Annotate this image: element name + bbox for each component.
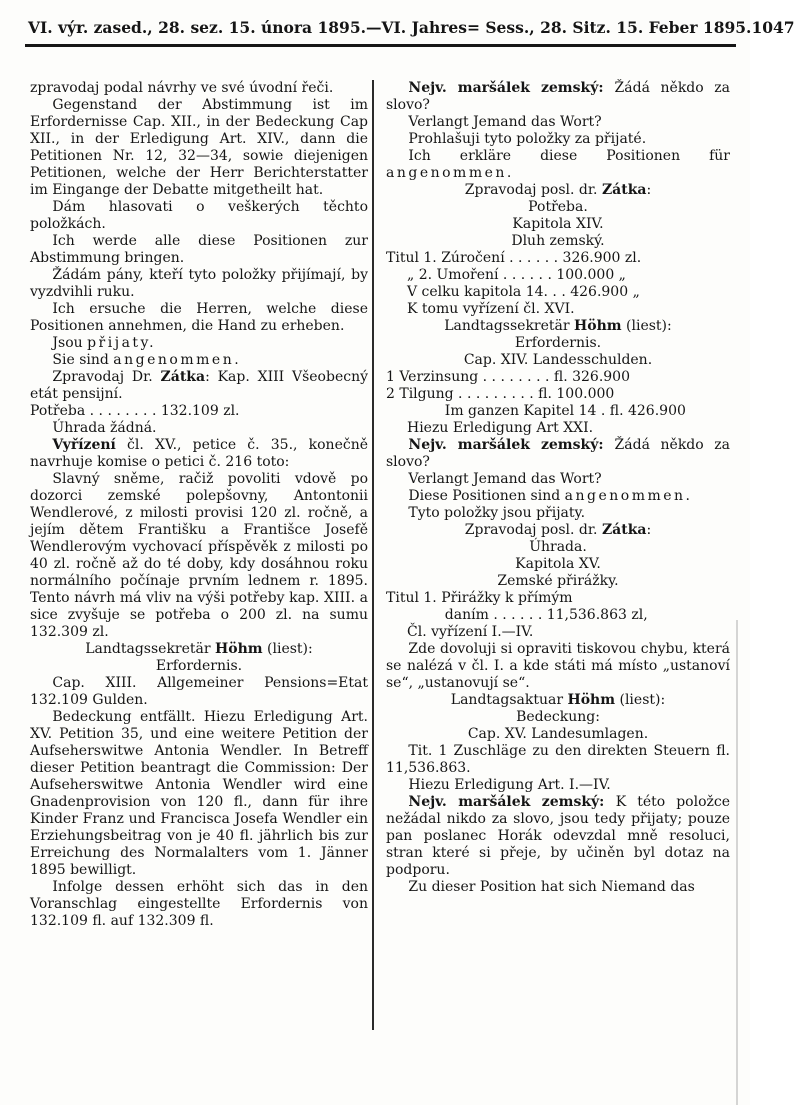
german-paragraph bbox=[386, 743, 730, 777]
text-run: Landtagssekretär bbox=[85, 641, 216, 657]
section-heading bbox=[386, 709, 730, 726]
section-heading bbox=[386, 539, 730, 556]
text-run: Jsou bbox=[52, 335, 88, 351]
text-run: Landtagssekretär bbox=[444, 318, 575, 334]
emphasis-text: Zátka bbox=[601, 522, 647, 538]
emphasis-text: Nejv. maršálek zemský: bbox=[408, 80, 615, 96]
emphasis-text: Höhm bbox=[567, 692, 616, 708]
header-rule bbox=[25, 44, 736, 47]
text-run: Slavný sněme, račiž povoliti vdově po dozorci zemské polepšovny, Antontonii Wendlerové, z milosti provisi 120 zl. ročně, a jejím dětem Františku a Františce Josefě Wendlerovým vychovací příspěvěk z milosti po 40 zl. ročně až do té doby, kdy dosáhnou roku normálního počínaje prvním lednem r. 1895. Tento návrh má vliv na výši potřeby kap. XIII. a sice zvyšuje se potřeba o 200 zl. na sumu 132.309 zl. bbox=[30, 471, 368, 640]
czech-paragraph bbox=[386, 505, 730, 522]
text-run: Ich ersuche die Herren, welche diese Positionen annehmen, die Hand zu erheben. bbox=[30, 301, 368, 334]
german-paragraph bbox=[386, 148, 730, 182]
left-column bbox=[30, 80, 368, 930]
text-run: Potřeba. bbox=[528, 199, 588, 215]
speaker-paragraph bbox=[30, 369, 368, 403]
text-run: Žádá někdo za slovo? bbox=[386, 80, 731, 113]
text-run: Im ganzen Kapitel 14 . fl. 426.900 bbox=[444, 403, 686, 419]
text-run: Potřeba . . . . . . . . 132.109 zl. bbox=[30, 403, 240, 419]
header-czech-date: VI. výr. zased., 28. sez. 15. února 1895. bbox=[28, 18, 367, 37]
text-run: Erfordernis. bbox=[514, 335, 602, 351]
continuation-paragraph bbox=[30, 80, 368, 97]
text-run: Dluh zemský. bbox=[511, 233, 605, 249]
text-run: (liest): bbox=[621, 318, 672, 334]
czech-paragraph bbox=[386, 641, 730, 692]
speaker-paragraph bbox=[386, 794, 730, 879]
czech-paragraph bbox=[386, 301, 730, 318]
section-heading bbox=[386, 199, 730, 216]
czech-paragraph bbox=[30, 437, 368, 471]
section-heading bbox=[386, 335, 730, 352]
page-number: 1047 bbox=[751, 18, 795, 37]
amount-line bbox=[386, 267, 730, 284]
speaker-paragraph bbox=[386, 437, 730, 471]
text-run: Landtagsaktuar bbox=[450, 692, 568, 708]
text-run: Titul 1. Přirážky k přímým bbox=[386, 590, 573, 606]
emphasis-text: Zátka bbox=[160, 369, 206, 385]
emphasis-text: Nejv. maršálek zemský: bbox=[408, 794, 616, 810]
text-run: Zde dovoluji si opraviti tiskovou chybu, která se nalézá v čl. I. a kde státi má místo „ustanoví se“, „ustanovují se“. bbox=[386, 641, 730, 691]
speaker-paragraph bbox=[386, 80, 730, 114]
text-run: Ich werde alle diese Positionen zur Abstimmung bringen. bbox=[30, 233, 368, 266]
section-heading bbox=[386, 216, 730, 233]
german-paragraph bbox=[30, 709, 368, 879]
german-paragraph bbox=[30, 352, 368, 369]
emphasis-text: Höhm bbox=[215, 641, 263, 657]
text-run: Hiezu Erledigung Art XXI. bbox=[407, 420, 594, 436]
text-run: Kapitola XV. bbox=[515, 556, 601, 572]
speaker-heading bbox=[386, 182, 730, 199]
speaker-heading bbox=[30, 641, 368, 658]
text-run: Zpravodaj posl. dr. bbox=[464, 522, 602, 538]
german-paragraph bbox=[386, 420, 730, 437]
section-heading bbox=[386, 556, 730, 573]
section-heading bbox=[386, 352, 730, 369]
text-run: Tit. 1 Zuschläge zu den direkten Steuern fl. 11,536.863. bbox=[386, 743, 730, 776]
amount-line bbox=[386, 386, 730, 403]
amount-line bbox=[386, 284, 730, 301]
text-run: (liest): bbox=[615, 692, 666, 708]
column-divider-rule bbox=[372, 80, 374, 1030]
text-run: 1 Verzinsung . . . . . . . . fl. 326.900 bbox=[386, 369, 630, 385]
text-run: Zu dieser Position hat sich Niemand das bbox=[408, 879, 695, 895]
text-run: angenommen. bbox=[564, 488, 693, 504]
czech-paragraph bbox=[30, 471, 368, 641]
german-paragraph bbox=[386, 879, 730, 896]
czech-paragraph bbox=[30, 420, 368, 437]
right-column bbox=[386, 80, 730, 896]
section-heading bbox=[386, 726, 730, 743]
text-run: Bedeckung entfällt. Hiezu Erledigung Art. XV. Petition 35, und eine weitere Petition der Aufseherswitwe Antonia Wendler. In Betreff dieser Petition beantragt die Commission: Der Aufseherswitwe Antonia Wendler wird eine Gnadenprovision von 120 fl., dann für ihre Kinder Franz und Francisca Josefa Wendler ein Erziehungsbeitrag von je 40 fl. jährlich bis zur Erreichung des Normalalters vom 1. Jänner 1895 bewilligt. bbox=[30, 709, 368, 878]
amount-line bbox=[386, 250, 730, 267]
czech-paragraph bbox=[386, 624, 730, 641]
text-run: : bbox=[646, 522, 652, 538]
emphasis-text: Vyřízení bbox=[52, 437, 116, 453]
amount-line bbox=[386, 369, 730, 386]
text-run: „ 2. Umoření . . . . . . 100.000 „ bbox=[407, 267, 626, 283]
text-run: Verlangt Jemand das Wort? bbox=[408, 114, 602, 130]
section-heading bbox=[386, 233, 730, 250]
german-paragraph bbox=[386, 114, 730, 131]
text-run: Úhrada žádná. bbox=[52, 420, 157, 436]
amount-line bbox=[386, 590, 730, 607]
scan-edge-artifact bbox=[736, 620, 738, 1105]
section-heading bbox=[386, 573, 730, 590]
text-run: V celku kapitola 14. . . 426.900 „ bbox=[407, 284, 640, 300]
text-run: čl. XV., petice č. 35., konečně navrhuje komise o petici č. 216 toto: bbox=[30, 437, 368, 470]
czech-paragraph bbox=[30, 267, 368, 301]
text-run: Gegenstand der Abstimmung ist im Erfordernisse Cap. XII., in der Bedeckung Cap XII., in der Erledigung Art. XIV., dann die Petitionen Nr. 12, 32—34, sowie diejenigen Petitionen, welche der Herr Berichterstatter im Eingange der Debatte mitgetheilt hat. bbox=[30, 97, 368, 198]
text-run: (liest): bbox=[262, 641, 313, 657]
text-run: 2 Tilgung . . . . . . . . . fl. 100.000 bbox=[386, 386, 615, 402]
czech-paragraph bbox=[30, 199, 368, 233]
text-run: Zpravodaj posl. dr. bbox=[464, 182, 602, 198]
text-run: K tomu vyřízení čl. XVI. bbox=[407, 301, 575, 317]
text-run: : bbox=[646, 182, 652, 198]
text-run: Titul 1. Zúročení . . . . . . 326.900 zl. bbox=[386, 250, 642, 266]
emphasis-text: Zátka bbox=[601, 182, 647, 198]
page-header bbox=[28, 18, 795, 37]
text-run: Zemské přirážky. bbox=[497, 573, 619, 589]
text-run: přijaty. bbox=[87, 335, 157, 351]
amount-line bbox=[386, 607, 730, 624]
text-run: Infolge dessen erhöht sich das in den Voranschlag eingestellte Erfordernis von 132.109 fl. auf 132.309 fl. bbox=[30, 879, 368, 929]
text-run: Zpravodaj Dr. bbox=[52, 369, 161, 385]
text-run: K této položce nežádal nikdo za slovo, jsou tedy přijaty; pouze pan poslanec Horák odevzdal mně resoluci, stran které si přeje, by učiněn byl dotaz na podporu. bbox=[386, 794, 731, 878]
german-paragraph bbox=[30, 879, 368, 930]
emphasis-text: Höhm bbox=[574, 318, 622, 334]
speaker-heading bbox=[386, 522, 730, 539]
text-run: Cap. XV. Landesumlagen. bbox=[467, 726, 649, 742]
text-run: Ich erkläre diese Positionen für bbox=[408, 148, 730, 164]
text-run: zpravodaj podal návrhy ve své úvodní řeči. bbox=[30, 80, 334, 96]
section-heading bbox=[30, 658, 368, 675]
amount-line bbox=[386, 403, 730, 420]
text-run: angenommen. bbox=[386, 165, 514, 181]
text-run: Čl. vyřízení I.—IV. bbox=[407, 624, 534, 640]
text-run: Kapitola XIV. bbox=[512, 216, 604, 232]
text-run: Tyto položky jsou přijaty. bbox=[408, 505, 586, 521]
text-run: angenommen. bbox=[113, 352, 242, 368]
text-run: Bedeckung: bbox=[516, 709, 600, 725]
german-paragraph bbox=[30, 233, 368, 267]
german-paragraph bbox=[30, 675, 368, 709]
text-run: Diese Positionen sind bbox=[408, 488, 565, 504]
czech-paragraph bbox=[386, 131, 730, 148]
text-run: Dám hlasovati o veškerých těchto položkách. bbox=[30, 199, 368, 232]
text-run: Erfordernis. bbox=[155, 658, 243, 674]
text-run: daním . . . . . . 11,536.863 zl, bbox=[444, 607, 648, 623]
german-paragraph bbox=[30, 97, 368, 199]
text-run: Prohlašuji tyto položky za přijaté. bbox=[408, 131, 647, 147]
header-german-date: —VI. Jahres= Sess., 28. Sitz. 15. Feber 1895. bbox=[366, 18, 752, 37]
amount-line bbox=[30, 403, 368, 420]
german-paragraph bbox=[386, 471, 730, 488]
text-run: Cap. XIV. Landesschulden. bbox=[463, 352, 653, 368]
text-run: Žádá někdo za slovo? bbox=[386, 437, 731, 470]
text-run: Úhrada. bbox=[529, 539, 587, 555]
text-run: Žádám pány, kteří tyto položky přijímají, by vyzdvihli ruku. bbox=[30, 267, 368, 300]
text-run: Cap. XIII. Allgemeiner Pensions=Etat 132.109 Gulden. bbox=[30, 675, 368, 708]
text-run: Hiezu Erledigung Art. I.—IV. bbox=[408, 777, 611, 793]
german-paragraph bbox=[386, 488, 730, 505]
text-run: Verlangt Jemand das Wort? bbox=[408, 471, 602, 487]
speaker-heading bbox=[386, 692, 730, 709]
speaker-heading bbox=[386, 318, 730, 335]
emphasis-text: Nejv. maršálek zemský: bbox=[408, 437, 615, 453]
text-run: : Kap. XIII Všeobecný etát pensijní. bbox=[30, 369, 368, 402]
german-paragraph bbox=[30, 301, 368, 335]
german-paragraph bbox=[386, 777, 730, 794]
text-run: Sie sind bbox=[52, 352, 114, 368]
czech-paragraph bbox=[30, 335, 368, 352]
